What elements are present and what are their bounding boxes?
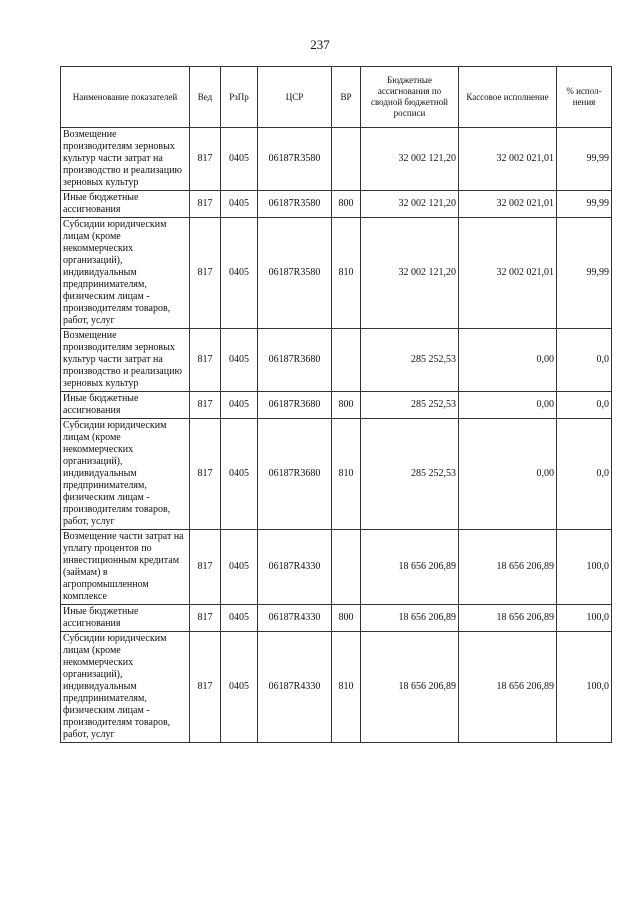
table-row: [61, 218, 612, 329]
cell-ved: 817: [190, 329, 221, 392]
header-cash: Кассовое исполнение: [459, 67, 557, 128]
cell-cash: 0,00: [459, 392, 557, 419]
header-ved: Вед: [190, 67, 221, 128]
cell-percent: 100,0: [557, 530, 612, 605]
cell-percent: 0,0: [557, 329, 612, 392]
header-name: Наименование показателей: [61, 67, 190, 128]
cell-csr: 06187R3580: [258, 218, 332, 329]
cell-ved: 817: [190, 191, 221, 218]
cell-cash: 18 656 206,89: [459, 632, 557, 743]
header-vr: ВР: [332, 67, 361, 128]
cell-rzpr: 0405: [221, 632, 258, 743]
cell-vr: 800: [332, 392, 361, 419]
cell-rzpr: 0405: [221, 191, 258, 218]
header-percent: % испол-нения: [557, 67, 612, 128]
cell-ved: 817: [190, 128, 221, 191]
table-row: [61, 632, 612, 743]
cell-ved: 817: [190, 218, 221, 329]
cell-csr: 06187R3680: [258, 419, 332, 530]
cell-ved: 817: [190, 632, 221, 743]
cell-vr: [332, 329, 361, 392]
cell-name: Возмещение части затрат на уплату процентов по инвестиционным кредитам (займам) в агропромышленном комплексе: [61, 530, 190, 605]
cell-budget: 18 656 206,89: [361, 530, 459, 605]
cell-percent: 0,0: [557, 392, 612, 419]
cell-name: Иные бюджетные ассигнования: [61, 605, 190, 632]
cell-rzpr: 0405: [221, 530, 258, 605]
cell-cash: 32 002 021,01: [459, 191, 557, 218]
cell-name: Субсидии юридическим лицам (кроме некоммерческих организаций), индивидуальным предпринимателям, физическим лицам - производителям товаров, работ, услуг: [61, 419, 190, 530]
table-row: [61, 329, 612, 392]
table-row: [61, 128, 612, 191]
cell-budget: 285 252,53: [361, 392, 459, 419]
cell-csr: 06187R3580: [258, 128, 332, 191]
header-rzpr: РзПр: [221, 67, 258, 128]
cell-ved: 817: [190, 419, 221, 530]
cell-cash: 32 002 021,01: [459, 128, 557, 191]
cell-name: Субсидии юридическим лицам (кроме некоммерческих организаций), индивидуальным предпринимателям, физическим лицам - производителям товаров, работ, услуг: [61, 218, 190, 329]
table-row: [61, 530, 612, 605]
cell-budget: 18 656 206,89: [361, 632, 459, 743]
cell-cash: 32 002 021,01: [459, 218, 557, 329]
cell-rzpr: 0405: [221, 605, 258, 632]
cell-rzpr: 0405: [221, 329, 258, 392]
cell-ved: 817: [190, 392, 221, 419]
cell-name: Иные бюджетные ассигнования: [61, 191, 190, 218]
table-row: [61, 392, 612, 419]
page-number: 237: [310, 37, 330, 52]
table-row: [61, 419, 612, 530]
cell-budget: 32 002 121,20: [361, 191, 459, 218]
cell-vr: 810: [332, 419, 361, 530]
cell-name: Возмещение производителям зерновых культур части затрат на производство и реализацию зерновых культур: [61, 329, 190, 392]
cell-cash: 18 656 206,89: [459, 530, 557, 605]
cell-percent: 100,0: [557, 632, 612, 743]
budget-execution-table: [60, 66, 612, 743]
cell-csr: 06187R4330: [258, 530, 332, 605]
cell-percent: 99,99: [557, 128, 612, 191]
cell-ved: 817: [190, 605, 221, 632]
cell-vr: 800: [332, 605, 361, 632]
cell-percent: 100,0: [557, 605, 612, 632]
cell-csr: 06187R3680: [258, 329, 332, 392]
cell-vr: [332, 128, 361, 191]
table-row: [61, 605, 612, 632]
header-csr: ЦСР: [258, 67, 332, 128]
header-budget: Бюджетные ассигнования по сводной бюджетной росписи: [361, 67, 459, 128]
cell-rzpr: 0405: [221, 392, 258, 419]
cell-budget: 18 656 206,89: [361, 605, 459, 632]
cell-ved: 817: [190, 530, 221, 605]
cell-csr: 06187R4330: [258, 632, 332, 743]
cell-percent: 99,99: [557, 191, 612, 218]
cell-percent: 0,0: [557, 419, 612, 530]
cell-cash: 18 656 206,89: [459, 605, 557, 632]
table-row: [61, 191, 612, 218]
cell-budget: 285 252,53: [361, 419, 459, 530]
cell-rzpr: 0405: [221, 128, 258, 191]
cell-cash: 0,00: [459, 329, 557, 392]
cell-percent: 99,99: [557, 218, 612, 329]
cell-budget: 32 002 121,20: [361, 218, 459, 329]
cell-name: Возмещение производителям зерновых культур части затрат на производство и реализацию зерновых культур: [61, 128, 190, 191]
cell-vr: 810: [332, 632, 361, 743]
cell-vr: [332, 530, 361, 605]
cell-csr: 06187R3580: [258, 191, 332, 218]
cell-vr: 810: [332, 218, 361, 329]
cell-csr: 06187R3680: [258, 392, 332, 419]
cell-rzpr: 0405: [221, 419, 258, 530]
cell-vr: 800: [332, 191, 361, 218]
table-header-row: [61, 67, 612, 128]
cell-budget: 32 002 121,20: [361, 128, 459, 191]
cell-csr: 06187R4330: [258, 605, 332, 632]
cell-rzpr: 0405: [221, 218, 258, 329]
cell-budget: 285 252,53: [361, 329, 459, 392]
cell-cash: 0,00: [459, 419, 557, 530]
cell-name: Иные бюджетные ассигнования: [61, 392, 190, 419]
cell-name: Субсидии юридическим лицам (кроме некоммерческих организаций), индивидуальным предпринимателям, физическим лицам - производителям товаров, работ, услуг: [61, 632, 190, 743]
